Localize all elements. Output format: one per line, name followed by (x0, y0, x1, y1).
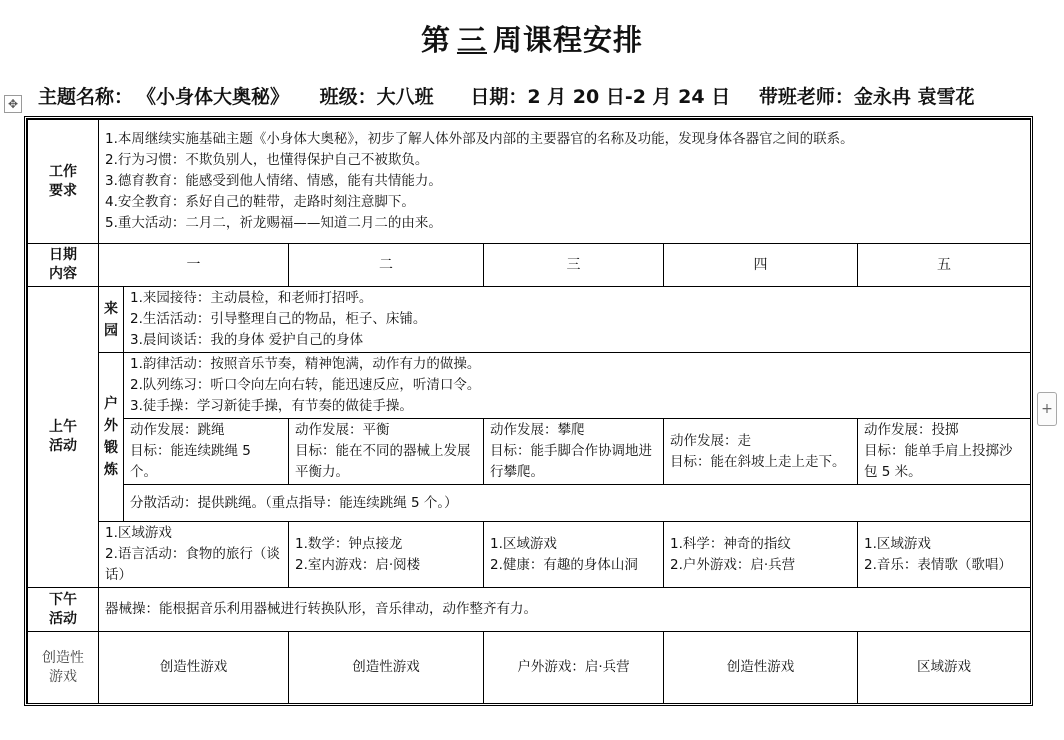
activity-cell-mon[interactable] (99, 522, 289, 588)
day-thu[interactable]: 四 (664, 244, 858, 287)
activity-item: 1.科学：神奇的指纹 (670, 535, 791, 552)
requirement-item: 2.行为习惯：不欺负别人，也懂得保护自己不被欺负。 (105, 152, 429, 168)
development-cell-fri[interactable] (858, 419, 1031, 485)
afternoon-row (28, 588, 1031, 632)
class-label: 班级： (319, 86, 377, 108)
arrival-item: 3.晨间谈话：我的身体 爱护自己的身体 (130, 332, 364, 348)
creative-games-row (28, 632, 1031, 704)
arrival-item: 1.来园接待：主动晨检，和老师打招呼。 (130, 290, 373, 306)
date-row (28, 244, 1031, 287)
afternoon-content[interactable]: 器械操：能根据音乐利用器械进行转换队形，音乐律动，动作整齐有力。 (99, 588, 1031, 632)
day-fri[interactable]: 五 (858, 244, 1031, 287)
date-label: 日期： (470, 86, 528, 108)
theme-value: 《小身体大奥秘》 (137, 86, 290, 108)
activity-item: 1.数学：钟点接龙 (295, 535, 403, 552)
activity-item: 2.室内游戏：启·阅楼 (295, 556, 421, 573)
work-requirements-content[interactable] (99, 120, 1031, 244)
requirement-item: 1.本周继续实施基础主题《小身体大奥秘》，初步了解人体外部及内部的主要器官的名称及功能，发现身体各器官之间的联系。 (105, 131, 854, 147)
development-goal: 目标：能在斜坡上走上走下。 (670, 453, 846, 470)
development-goal: 目标：能连续跳绳 5 个。 (130, 443, 251, 480)
activity-item: 2.语言活动：食物的旅行（谈话） (105, 546, 280, 583)
creative-cell-fri[interactable]: 区域游戏 (858, 632, 1031, 704)
day-wed[interactable]: 三 (484, 244, 664, 287)
title-prefix: 第 (420, 23, 451, 57)
activity-cell-wed[interactable] (484, 522, 664, 588)
development-action: 动作发展：攀爬 (490, 422, 585, 438)
schedule-table-frame (24, 116, 1033, 706)
activity-item: 2.户外游戏：启·兵营 (670, 556, 796, 573)
day-tue[interactable]: 二 (289, 244, 484, 287)
activity-cell-tue[interactable] (289, 522, 484, 588)
date-value: 2 月 20 日-2 月 24 日 (527, 86, 731, 108)
requirement-item: 5.重大活动：二月二，祈龙赐福——知道二月二的由来。 (105, 215, 442, 231)
development-action: 动作发展：平衡 (295, 422, 390, 438)
teacher-value: 金永冉 袁雪花 (853, 86, 975, 108)
work-requirements-row (28, 120, 1031, 244)
header-info (38, 82, 1038, 109)
creative-cell-thu[interactable]: 创造性游戏 (664, 632, 858, 704)
activity-item: 2.健康：有趣的身体山洞 (490, 556, 638, 573)
morning-activities-label: 上午活动 (28, 287, 99, 588)
creative-cell-mon[interactable]: 创造性游戏 (99, 632, 289, 704)
activity-item: 1.区域游戏 (490, 535, 557, 552)
development-goal: 目标：能在不同的器械上发展平衡力。 (295, 443, 471, 480)
move-icon[interactable]: ✥ (4, 95, 22, 113)
development-row (28, 419, 1031, 485)
development-cell-thu[interactable] (664, 419, 858, 485)
activity-cell-thu[interactable] (664, 522, 858, 588)
development-cell-mon[interactable] (124, 419, 289, 485)
arrival-item: 2.生活活动：引导整理自己的物品，柜子、床铺。 (130, 311, 427, 327)
arrival-content[interactable] (124, 287, 1031, 353)
exercise-row (28, 353, 1031, 419)
development-cell-wed[interactable] (484, 419, 664, 485)
activity-item: 1.区域游戏 (105, 525, 172, 541)
page-title (0, 18, 1064, 59)
afternoon-activities-label: 下午活动 (28, 588, 99, 632)
free-activity-row (28, 485, 1031, 522)
requirement-item: 3.德育教育：能感受到他人情绪、情感，能有共情能力。 (105, 173, 442, 189)
exercise-item: 2.队列练习：听口令向左向右转，能迅速反应，听清口令。 (130, 377, 481, 393)
arrival-row (28, 287, 1031, 353)
creative-games-label: 创造性游戏 (28, 632, 99, 704)
work-requirements-label: 工作要求 (28, 120, 99, 244)
development-cell-tue[interactable] (289, 419, 484, 485)
development-goal: 目标：能单手肩上投掷沙包 5 米。 (864, 443, 1013, 480)
development-action: 动作发展：跳绳 (130, 422, 225, 438)
day-mon[interactable]: 一 (99, 244, 289, 287)
activity-item: 2.音乐：表情歌（歌唱） (864, 556, 1012, 573)
exercise-label: 户外锻炼 (99, 353, 124, 522)
development-goal: 目标：能手脚合作协调地进行攀爬。 (490, 443, 652, 480)
exercise-item: 3.徒手操：学习新徒手操，有节奏的做徒手操。 (130, 398, 413, 414)
week-number[interactable]: 三 (456, 23, 487, 57)
activity-item: 1.区域游戏 (864, 535, 931, 552)
exercise-item: 1.韵律活动：按照音乐节奏，精神饱满，动作有力的做操。 (130, 356, 481, 372)
activity-cell-fri[interactable] (858, 522, 1031, 588)
free-activity-content[interactable]: 分散活动：提供跳绳。（重点指导：能连续跳绳 5 个。） (124, 485, 1031, 522)
class-value: 大八班 (376, 86, 434, 108)
plus-icon[interactable]: + (1037, 392, 1057, 426)
theme-label: 主题名称： (38, 86, 134, 108)
teacher-label: 带班老师： (758, 86, 854, 108)
development-action: 动作发展：走 (670, 432, 751, 449)
title-suffix: 周课程安排 (493, 23, 644, 57)
date-content-label: 日期内容 (28, 244, 99, 287)
schedule-table (27, 119, 1031, 704)
arrival-label: 来园 (99, 287, 124, 353)
development-action: 动作发展：投掷 (864, 422, 959, 438)
exercise-content[interactable] (124, 353, 1031, 419)
creative-cell-wed[interactable]: 户外游戏：启·兵营 (484, 632, 664, 704)
creative-cell-tue[interactable]: 创造性游戏 (289, 632, 484, 704)
requirement-item: 4.安全教育：系好自己的鞋带，走路时刻注意脚下。 (105, 194, 415, 210)
activities-row (28, 522, 1031, 588)
